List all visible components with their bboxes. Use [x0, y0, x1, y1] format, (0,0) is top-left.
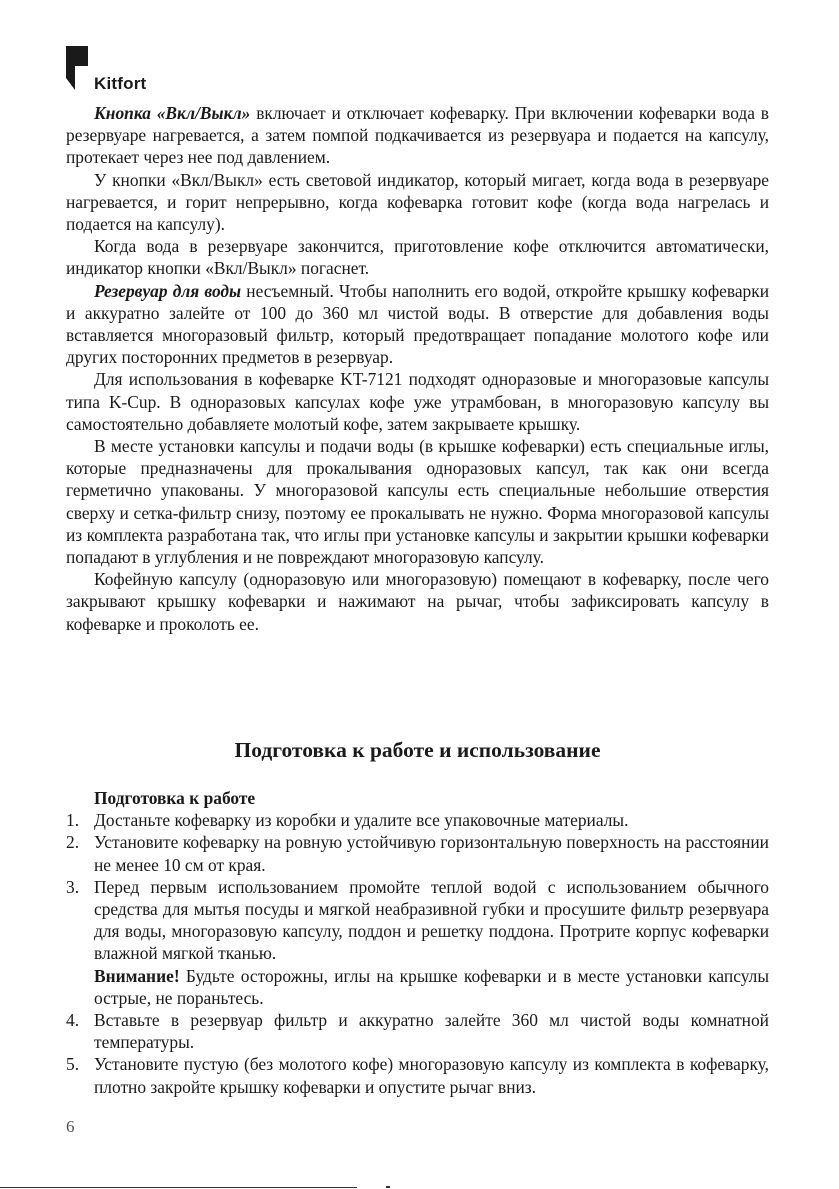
paragraph-auto-off: Когда вода в резервуаре закончится, приготовление кофе отключится автоматически, индикатор кнопки «Вкл/Выкл» погаснет. [66, 236, 769, 279]
steps-list-continued [66, 1009, 769, 1098]
list-item: 4. Вставьте в резервуар фильтр и аккуратно залейте 360 мл чистой воды комнатной температуры. [66, 1010, 769, 1053]
divider [0, 1187, 357, 1188]
list-item: 2. Установите кофеварку на ровную устойчивую горизонтальную поверхность на расстоянии не менее 10 см от края. [66, 832, 769, 875]
paragraph-power-button: Кнопка «Вкл/Выкл» включает и отключает кофеварку. При включении кофеварки вода в резервуаре нагревается, а затем помпой подкачивается из резервуара и подается на капсулу, протекает через нее под давлением. [66, 103, 769, 168]
paragraph-insert-capsule: Кофейную капсулу (одноразовую или многоразовую) помещают в кофеварку, после чего закрывают крышку кофеварки и нажимают на рычаг, чтобы зафиксировать капсулу в кофеварке и проколоть ее. [66, 569, 769, 634]
list-item: 5. Установите пустую (без молотого кофе) многоразовую капсулу из комплекта в кофеварку, плотно закройте крышку кофеварки и опустите рычаг вниз. [66, 1054, 769, 1097]
warning-label: Внимание! [94, 965, 180, 986]
paragraph-capsules: Для использования в кофеварке KT-7121 подходят одноразовые и многоразовые капсулы типа K-Cup. В одноразовых капсулах кофе уже утрамбован, в многоразовую капсулу вы самостоятельно добавляете молотый кофе, затем закрываете крышку. [66, 369, 769, 434]
steps-list [66, 809, 769, 964]
brand-logo [66, 46, 186, 96]
paragraph-needles: В месте установки капсулы и подачи воды (в крышке кофеварки) есть специальные иглы, которые предназначены для прокалывания одноразовых капсул, так как они всегда герметично упакованы. У многоразовой капсулы есть специальные небольшие отверстия сверху и сетка-фильтр снизу, поэтому ее прокалывать не нужно. Форма многоразовой капсулы из комплекта разработана так, что иглы при установке капсулы и закрытии крышки кофеварки попадают в углубления и не повреждают многоразовую капсулу. [66, 436, 769, 568]
term-water-tank: Резервуар для воды [94, 280, 242, 301]
subheading: Подготовка к работе [94, 788, 256, 808]
list-item: 3. Перед первым использованием промойте теплой водой с использованием обычного средства для мытья посуды и мягкой неабразивной губки и просушите фильтр резервуара для воды, многоразовую капсулу, поддон и решетку поддона. Протрите корпус кофеварки влажной мягкой тканью. [66, 876, 769, 964]
section-title: Подготовка к работе и использование [234, 738, 601, 762]
kitfort-logo-icon [66, 46, 92, 90]
description-text [66, 102, 769, 635]
term-power-button: Кнопка «Вкл/Выкл» [94, 103, 251, 123]
paragraph-water-tank: Резервуар для воды несъемный. Чтобы наполнить его водой, откройте крышку кофеварки и аккуратно залейте от 100 до 360 мл чистой воды. В отверстие для добавления воды вставляется многоразовый фильтр, который предотвращает попадание молотого кофе или других посторонних предметов в резервуар. [66, 280, 769, 368]
preparation-section [66, 787, 769, 1098]
warning-note: Внимание! Будьте осторожны, иглы на крышке кофеварки и в месте установки капсулы острые, не пораньтесь. [94, 965, 769, 1008]
page-number: 6 [66, 1117, 75, 1136]
brand-name: Kitfort [94, 74, 147, 93]
divider-mark [386, 1186, 390, 1188]
paragraph-indicator: У кнопки «Вкл/Выкл» есть световой индикатор, который мигает, когда вода в резервуаре нагревается, и горит непрерывно, когда кофеварка готовит кофе (когда вода нагрелась и подается на капсулу). [66, 169, 769, 235]
list-item: 1. Достаньте кофеварку из коробки и удалите все упаковочные материалы. [66, 810, 629, 831]
